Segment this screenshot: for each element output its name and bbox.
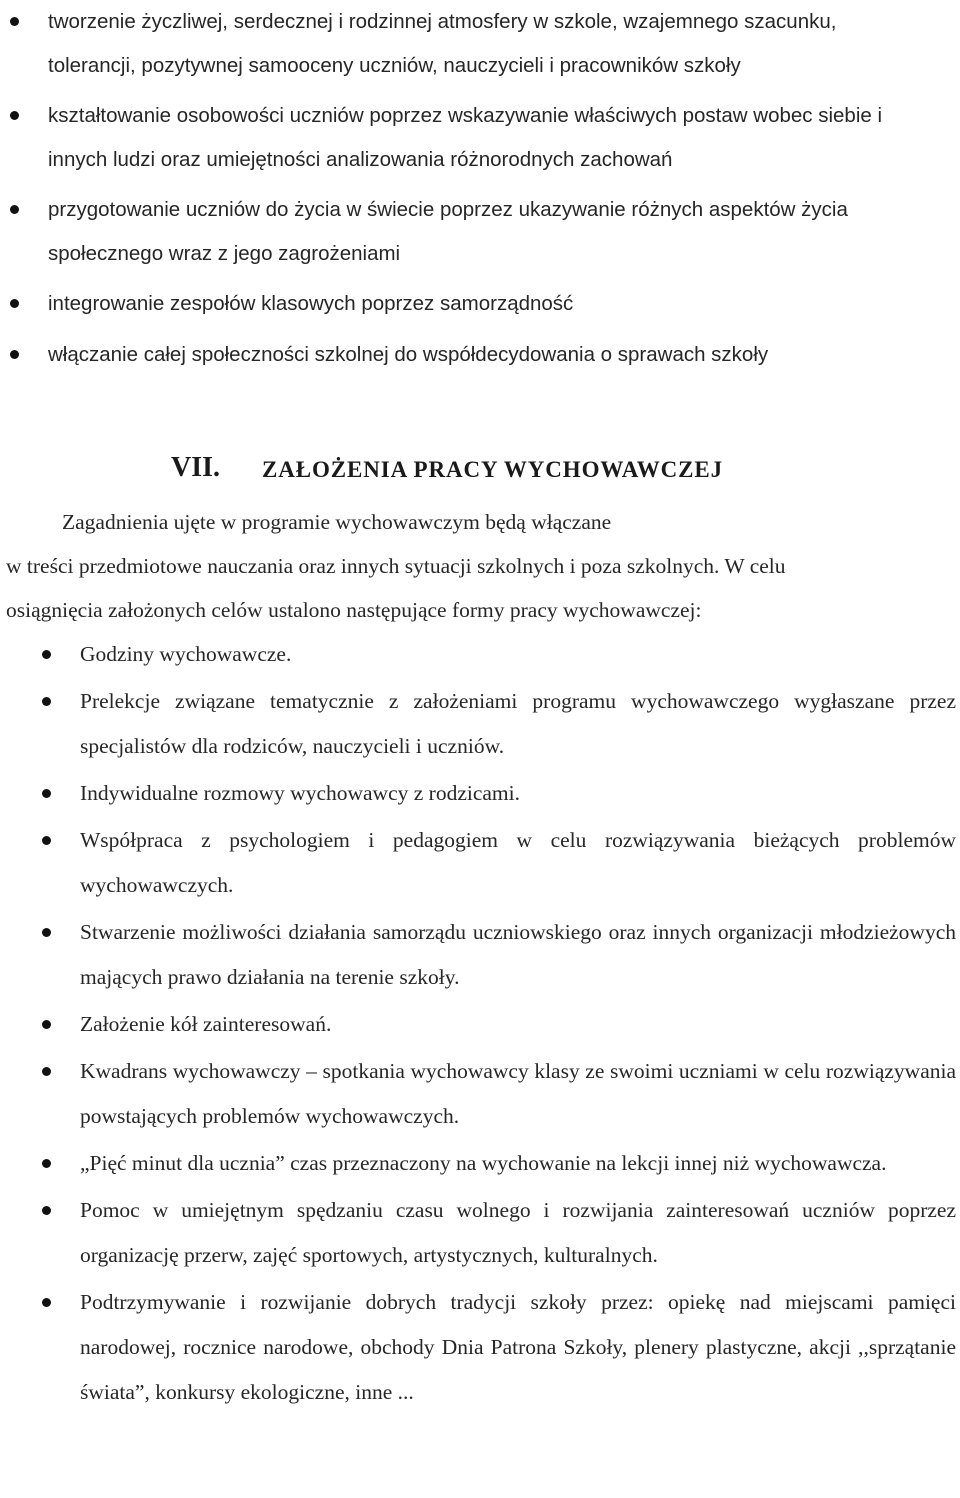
bullet-icon — [10, 350, 19, 359]
list-item — [0, 333, 960, 377]
bullet-icon — [42, 928, 51, 937]
list-item — [0, 1002, 960, 1047]
list-item — [0, 282, 960, 326]
bullet-icon — [42, 836, 51, 845]
list-item-text: Założenie kół zainteresowań. — [80, 1012, 332, 1036]
list-item-text: Godziny wychowawcze. — [80, 642, 292, 666]
list-item — [0, 910, 960, 1000]
list-item-text: tworzenie życzliwej, serdecznej i rodzinnej atmosfery w szkole, wzajemnego szacunku, tolerancji, pozytywnej samooceny uczniów, nauczycieli i pracowników szkoły — [48, 10, 837, 77]
list-item-text: włączanie całej społeczności szkolnej do współdecydowania o sprawach szkoły — [48, 342, 769, 366]
intro-line: osiągnięcia założonych celów ustalono następujące formy pracy wychowawczej: — [6, 598, 702, 622]
list-item — [0, 1188, 960, 1278]
list-item-text: kształtowanie osobowości uczniów poprzez wskazywanie właściwych postaw wobec siebie i innych ludzi oraz umiejętności analizowania różnorodnych zachowań — [48, 104, 883, 171]
list-item-text: Stwarzenie możliwości działania samorządu uczniowskiego oraz innych organizacji młodzieżowych mających prawo działania na terenie szkoły. — [80, 920, 956, 989]
list-item — [0, 771, 960, 816]
bullet-icon — [42, 1298, 51, 1307]
bullet-icon — [42, 1067, 51, 1076]
goals-list — [0, 0, 960, 383]
bullet-icon — [10, 17, 19, 26]
bullet-icon — [10, 299, 19, 308]
bullet-icon — [42, 1159, 51, 1168]
list-item-text: integrowanie zespołów klasowych poprzez samorządność — [48, 292, 574, 315]
list-item — [0, 188, 960, 275]
list-item-text: Podtrzymywanie i rozwijanie dobrych tradycji szkoły przez: opiekę nad miejscami pamięci narodowej, rocznice narodowe, obchody Dnia Patrona Szkoły, plenery plastyczne, akcji ,,sprzątanie świata”, konkursy ekologiczne, inne ... — [80, 1290, 956, 1404]
list-item-text: „Pięć minut dla ucznia” czas przeznaczony na wychowanie na lekcji innej niż wychowawcza. — [80, 1151, 887, 1175]
list-item — [0, 818, 960, 908]
list-item-text: Indywidualne rozmowy wychowawcy z rodzicami. — [80, 781, 521, 805]
list-item — [0, 94, 960, 181]
list-item-text: przygotowanie uczniów do życia w świecie poprzez ukazywanie różnych aspektów życia społecznego wraz z jego zagrożeniami — [48, 198, 848, 265]
list-item — [0, 0, 960, 87]
bullet-icon — [42, 650, 51, 659]
section-title: ZAŁOŻENIA PRACY WYCHOWAWCZEJ — [262, 457, 723, 482]
list-item-text: Prelekcje związane tematycznie z założeniami programu wychowawczego wygłaszane przez specjalistów dla rodziców, nauczycieli i uczniów. — [80, 689, 956, 758]
list-item — [0, 1280, 960, 1415]
bullet-icon — [42, 1020, 51, 1029]
bullet-icon — [42, 789, 51, 798]
intro-line: w treści przedmiotowe nauczania oraz innych sytuacji szkolnych i poza szkolnych. W celu — [6, 554, 786, 578]
list-item — [0, 1141, 960, 1186]
bullet-icon — [42, 697, 51, 706]
bullet-icon — [10, 111, 19, 120]
list-item-text: Współpraca z psychologiem i pedagogiem w celu rozwiązywania bieżących problemów wychowawczych. — [80, 828, 956, 897]
intro-paragraph — [0, 500, 960, 632]
list-item-text: Pomoc w umiejętnym spędzaniu czasu wolnego i rozwijania zainteresowań uczniów poprzez organizację przerw, zajęć sportowych, artystycznych, kulturalnych. — [80, 1198, 956, 1267]
work-forms-list — [0, 632, 960, 1417]
section-number: VII. — [171, 452, 221, 483]
bullet-icon — [42, 1206, 51, 1215]
list-item — [0, 1049, 960, 1139]
list-item — [0, 632, 960, 677]
intro-line: Zagadnienia ujęte w programie wychowawczym będą włączane — [62, 510, 612, 534]
list-item — [0, 679, 960, 769]
list-item-text: Kwadrans wychowawczy – spotkania wychowawcy klasy ze swoimi uczniami w celu rozwiązywania powstających problemów wychowawczych. — [80, 1059, 956, 1128]
bullet-icon — [10, 205, 19, 214]
